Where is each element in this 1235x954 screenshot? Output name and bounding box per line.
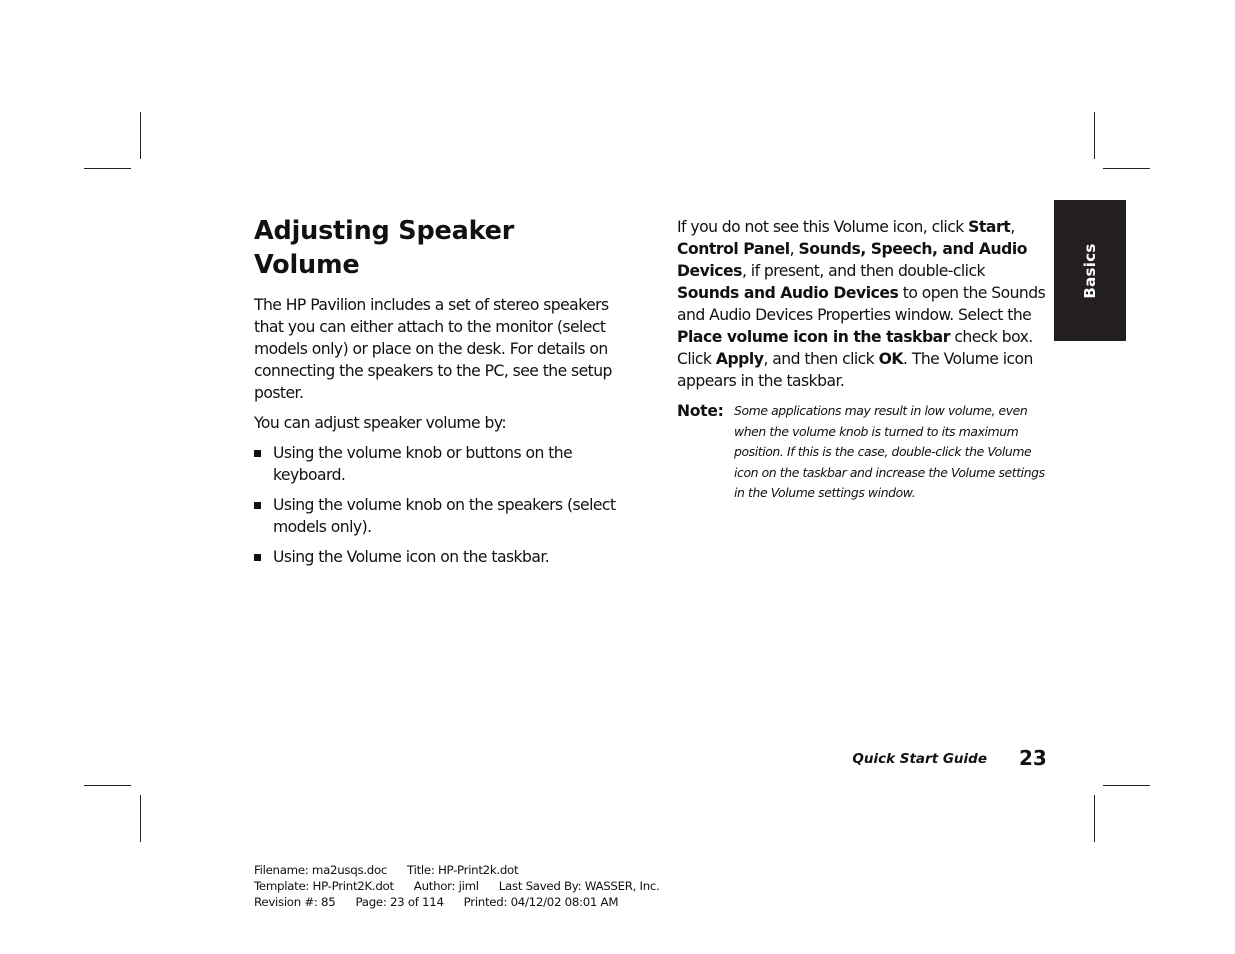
list-item: Using the Volume icon on the taskbar. bbox=[254, 546, 624, 568]
guide-name: Quick Start Guide bbox=[852, 751, 987, 767]
note-block bbox=[677, 400, 1049, 504]
lead-paragraph: You can adjust speaker volume by: bbox=[254, 414, 507, 432]
square-bullet-icon bbox=[254, 502, 261, 509]
crop-mark bbox=[84, 785, 131, 786]
list-item: Using the volume knob on the speakers (select models only). bbox=[254, 494, 624, 538]
list-item: Using the volume knob or buttons on the keyboard. bbox=[254, 442, 624, 486]
meta-printed: Printed: 04/12/02 08:01 AM bbox=[463, 895, 619, 909]
intro-paragraph: The HP Pavilion includes a set of stereo speakers that you can either attach to the monitor (select models only) or place on the desk. For details on connecting the speakers to the PC, see the setup poster. bbox=[254, 296, 612, 402]
crop-mark bbox=[140, 112, 141, 159]
square-bullet-icon bbox=[254, 450, 261, 457]
meta-last-saved: Last Saved By: WASSER, Inc. bbox=[498, 879, 660, 893]
note-label: Note: bbox=[677, 402, 724, 420]
metadata-line bbox=[254, 878, 680, 894]
meta-page: Page: 23 of 114 bbox=[355, 895, 444, 909]
crop-mark bbox=[1103, 168, 1150, 169]
document-metadata bbox=[254, 862, 680, 910]
crop-mark bbox=[84, 168, 131, 169]
section-tab bbox=[1054, 200, 1126, 341]
meta-template: Template: HP-Print2K.dot bbox=[254, 879, 394, 893]
note-text: Some applications may result in low volume, even when the volume knob is turned to its maximum position. If this is the case, double-click the Volume icon on the taskbar and increase the Volume settings in the Volume settings window. bbox=[734, 403, 1045, 500]
square-bullet-icon bbox=[254, 554, 261, 561]
meta-title: Title: HP-Print2k.dot bbox=[407, 863, 519, 877]
right-column bbox=[677, 216, 1049, 504]
left-column bbox=[254, 214, 624, 576]
meta-filename: Filename: ma2usqs.doc bbox=[254, 863, 388, 877]
metadata-line bbox=[254, 894, 680, 910]
crop-mark bbox=[1094, 795, 1095, 842]
crop-mark bbox=[1094, 112, 1095, 159]
instructions-paragraph: If you do not see this Volume icon, click Start, Control Panel, Sounds, Speech, and Audio Devices, if present, and then double-click Sounds and Audio Devices to open the Sounds and Audio Devices Properties window. Select the Place volume icon in the taskbar check box. Click Apply, and then click OK. The Volume icon appears in the taskbar. bbox=[677, 218, 1046, 390]
metadata-line bbox=[254, 862, 680, 878]
crop-mark bbox=[1103, 785, 1150, 786]
crop-mark bbox=[140, 795, 141, 842]
page-number: 23 bbox=[1019, 746, 1047, 770]
page-title: Adjusting Speaker Volume bbox=[254, 216, 515, 280]
meta-author: Author: jiml bbox=[413, 879, 479, 893]
meta-revision: Revision #: 85 bbox=[254, 895, 336, 909]
section-tab-label: Basics bbox=[1081, 242, 1099, 299]
bullet-list bbox=[254, 442, 624, 568]
